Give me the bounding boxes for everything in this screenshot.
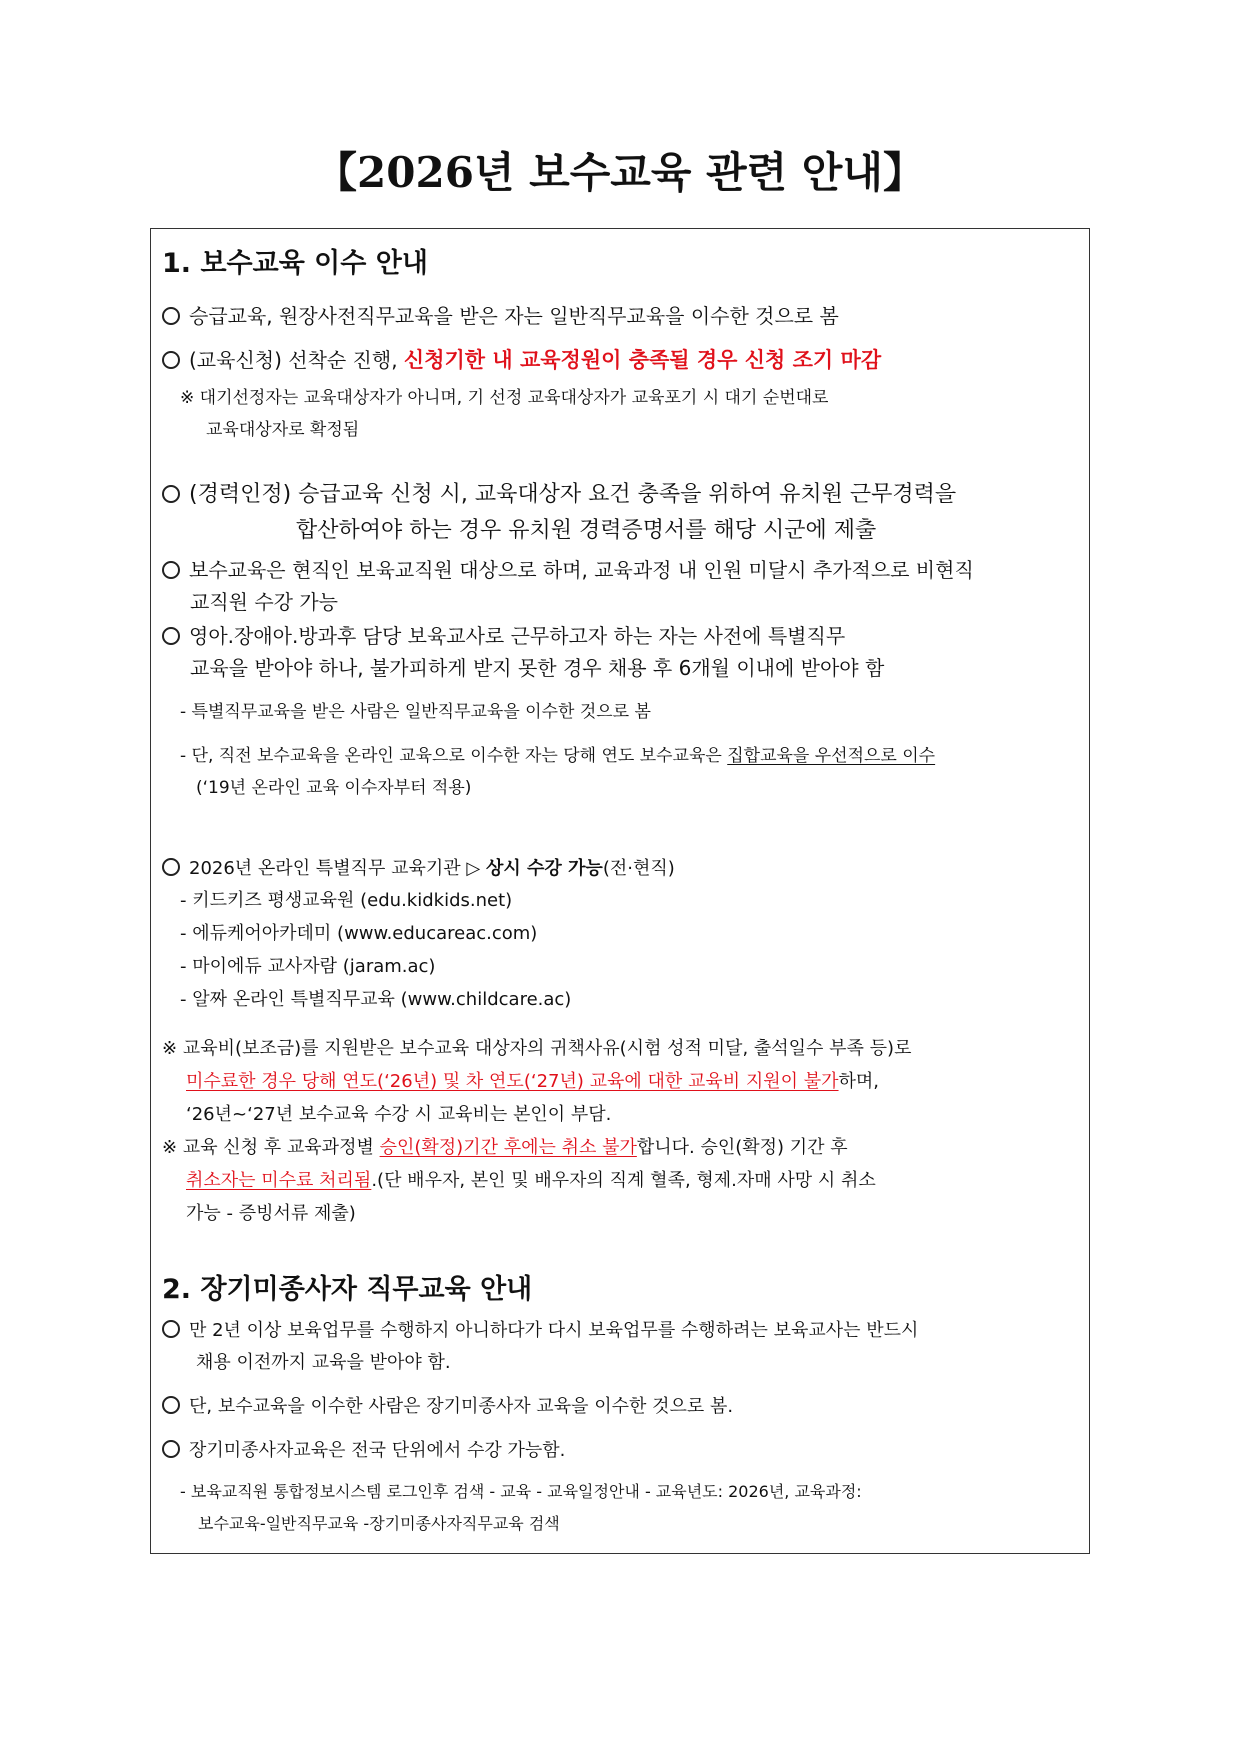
bullet-4-line1: 보수교육은 현직인 보육교직원 대상으로 하며, 교육과정 내 인원 미달시 추가적으로 비현직	[162, 560, 974, 580]
circle-bullet-icon	[162, 561, 180, 579]
note-cancel-line3: 가능 - 증빙서류 제출)	[186, 1203, 356, 1224]
s2-dash-line1: - 보육교직원 통합정보시스템 로그인후 검색 - 교육 - 교육일정안내 - 교육년도: 2026년, 교육과정:	[180, 1482, 862, 1501]
bullet-6: 2026년 온라인 특별직무 교육기관 ▷ 상시 수강 가능(전·현직)	[162, 858, 675, 878]
note-cancel-line2: 취소자는 미수료 처리됨.(단 배우자, 본인 및 배우자의 직계 혈족, 형제.자매 사망 시 취소	[186, 1170, 876, 1191]
institution-1: - 키드키즈 평생교육원 (edu.kidkids.net)	[180, 890, 513, 911]
section-2-heading: 2. 장기미종사자 직무교육 안내	[162, 1274, 533, 1305]
institution-4: - 알짜 온라인 특별직무교육 (www.childcare.ac)	[180, 989, 572, 1010]
circle-bullet-icon	[162, 1396, 180, 1414]
bullet-4-line2: 교직원 수강 가능	[190, 590, 338, 614]
dash-item-1: - 특별직무교육을 받은 사람은 일반직무교육을 이수한 것으로 봄	[180, 702, 651, 722]
s2-bullet-3: 장기미종사자교육은 전국 단위에서 수강 가능함.	[162, 1440, 565, 1460]
circle-bullet-icon	[162, 627, 180, 645]
bullet-3-line1: (경력인정) 승급교육 신청 시, 교육대상자 요건 충족을 위하여 유치원 근무경력을	[162, 484, 956, 506]
bullet-1: 승급교육, 원장사전직무교육을 받은 자는 일반직무교육을 이수한 것으로 봄	[162, 306, 839, 326]
bullet-5-line2: 교육을 받아야 하나, 불가피하게 받지 못한 경우 채용 후 6개월 이내에 받아야 함	[190, 656, 885, 680]
circle-bullet-icon	[162, 485, 180, 503]
institution-3: - 마이에듀 교사자람 (jaram.ac)	[180, 956, 436, 977]
note-cancel-line1: ※ 교육 신청 후 교육과정별 승인(확정)기간 후에는 취소 불가합니다. 승인(확정) 기간 후	[162, 1137, 848, 1158]
circle-bullet-icon	[162, 307, 180, 325]
note-subsidy-line3: ‘26년~‘27년 보수교육 수강 시 교육비는 본인이 부담.	[186, 1104, 612, 1125]
s2-dash-line2: 보수교육-일반직무교육 -장기미종사자직무교육 검색	[198, 1514, 560, 1533]
section-1-heading: 1. 보수교육 이수 안내	[162, 248, 428, 279]
circle-bullet-icon	[162, 858, 180, 876]
institution-2: - 에듀케어아카데미 (www.educareac.com)	[180, 923, 538, 944]
s2-bullet-1-line2: 채용 이전까지 교육을 받아야 함.	[196, 1352, 451, 1373]
bullet-3-line2: 합산하여야 하는 경우 유치원 경력증명서를 해당 시군에 제출	[296, 518, 877, 543]
dash-item-2-line1: - 단, 직전 보수교육을 온라인 교육으로 이수한 자는 당해 연도 보수교육은 집합교육을 우선적으로 이수	[180, 746, 936, 766]
circle-bullet-icon	[162, 1320, 180, 1338]
s2-bullet-2: 단, 보수교육을 이수한 사람은 장기미종사자 교육을 이수한 것으로 봄.	[162, 1396, 733, 1416]
s2-bullet-1-line1: 만 2년 이상 보육업무를 수행하지 아니하다가 다시 보육업무를 수행하려는 보육교사는 반드시	[162, 1320, 918, 1340]
circle-bullet-icon	[162, 351, 180, 369]
dash-item-2-line2: (‘19년 온라인 교육 이수자부터 적용)	[196, 778, 472, 798]
bullet-2: (교육신청) 선착순 진행, 신청기한 내 교육정원이 충족될 경우 신청 조기 마감	[162, 350, 881, 371]
bullet-5-line1: 영아.장애아.방과후 담당 보육교사로 근무하고자 하는 자는 사전에 특별직무	[162, 626, 845, 646]
page-title: 【2026년 보수교육 관련 안내】	[315, 148, 925, 197]
note-subsidy-line1: ※ 교육비(보조금)를 지원받은 보수교육 대상자의 귀책사유(시험 성적 미달, 출석일수 부족 등)로	[162, 1038, 912, 1059]
note-subsidy-line2: 미수료한 경우 당해 연도(‘26년) 및 차 연도(‘27년) 교육에 대한 교육비 지원이 불가하며,	[186, 1071, 880, 1092]
circle-bullet-icon	[162, 1440, 180, 1458]
note-waitlist-line2: 교육대상자로 확정됨	[206, 420, 360, 440]
note-waitlist-line1: ※ 대기선정자는 교육대상자가 아니며, 기 선정 교육대상자가 교육포기 시 대기 순번대로	[180, 388, 829, 408]
